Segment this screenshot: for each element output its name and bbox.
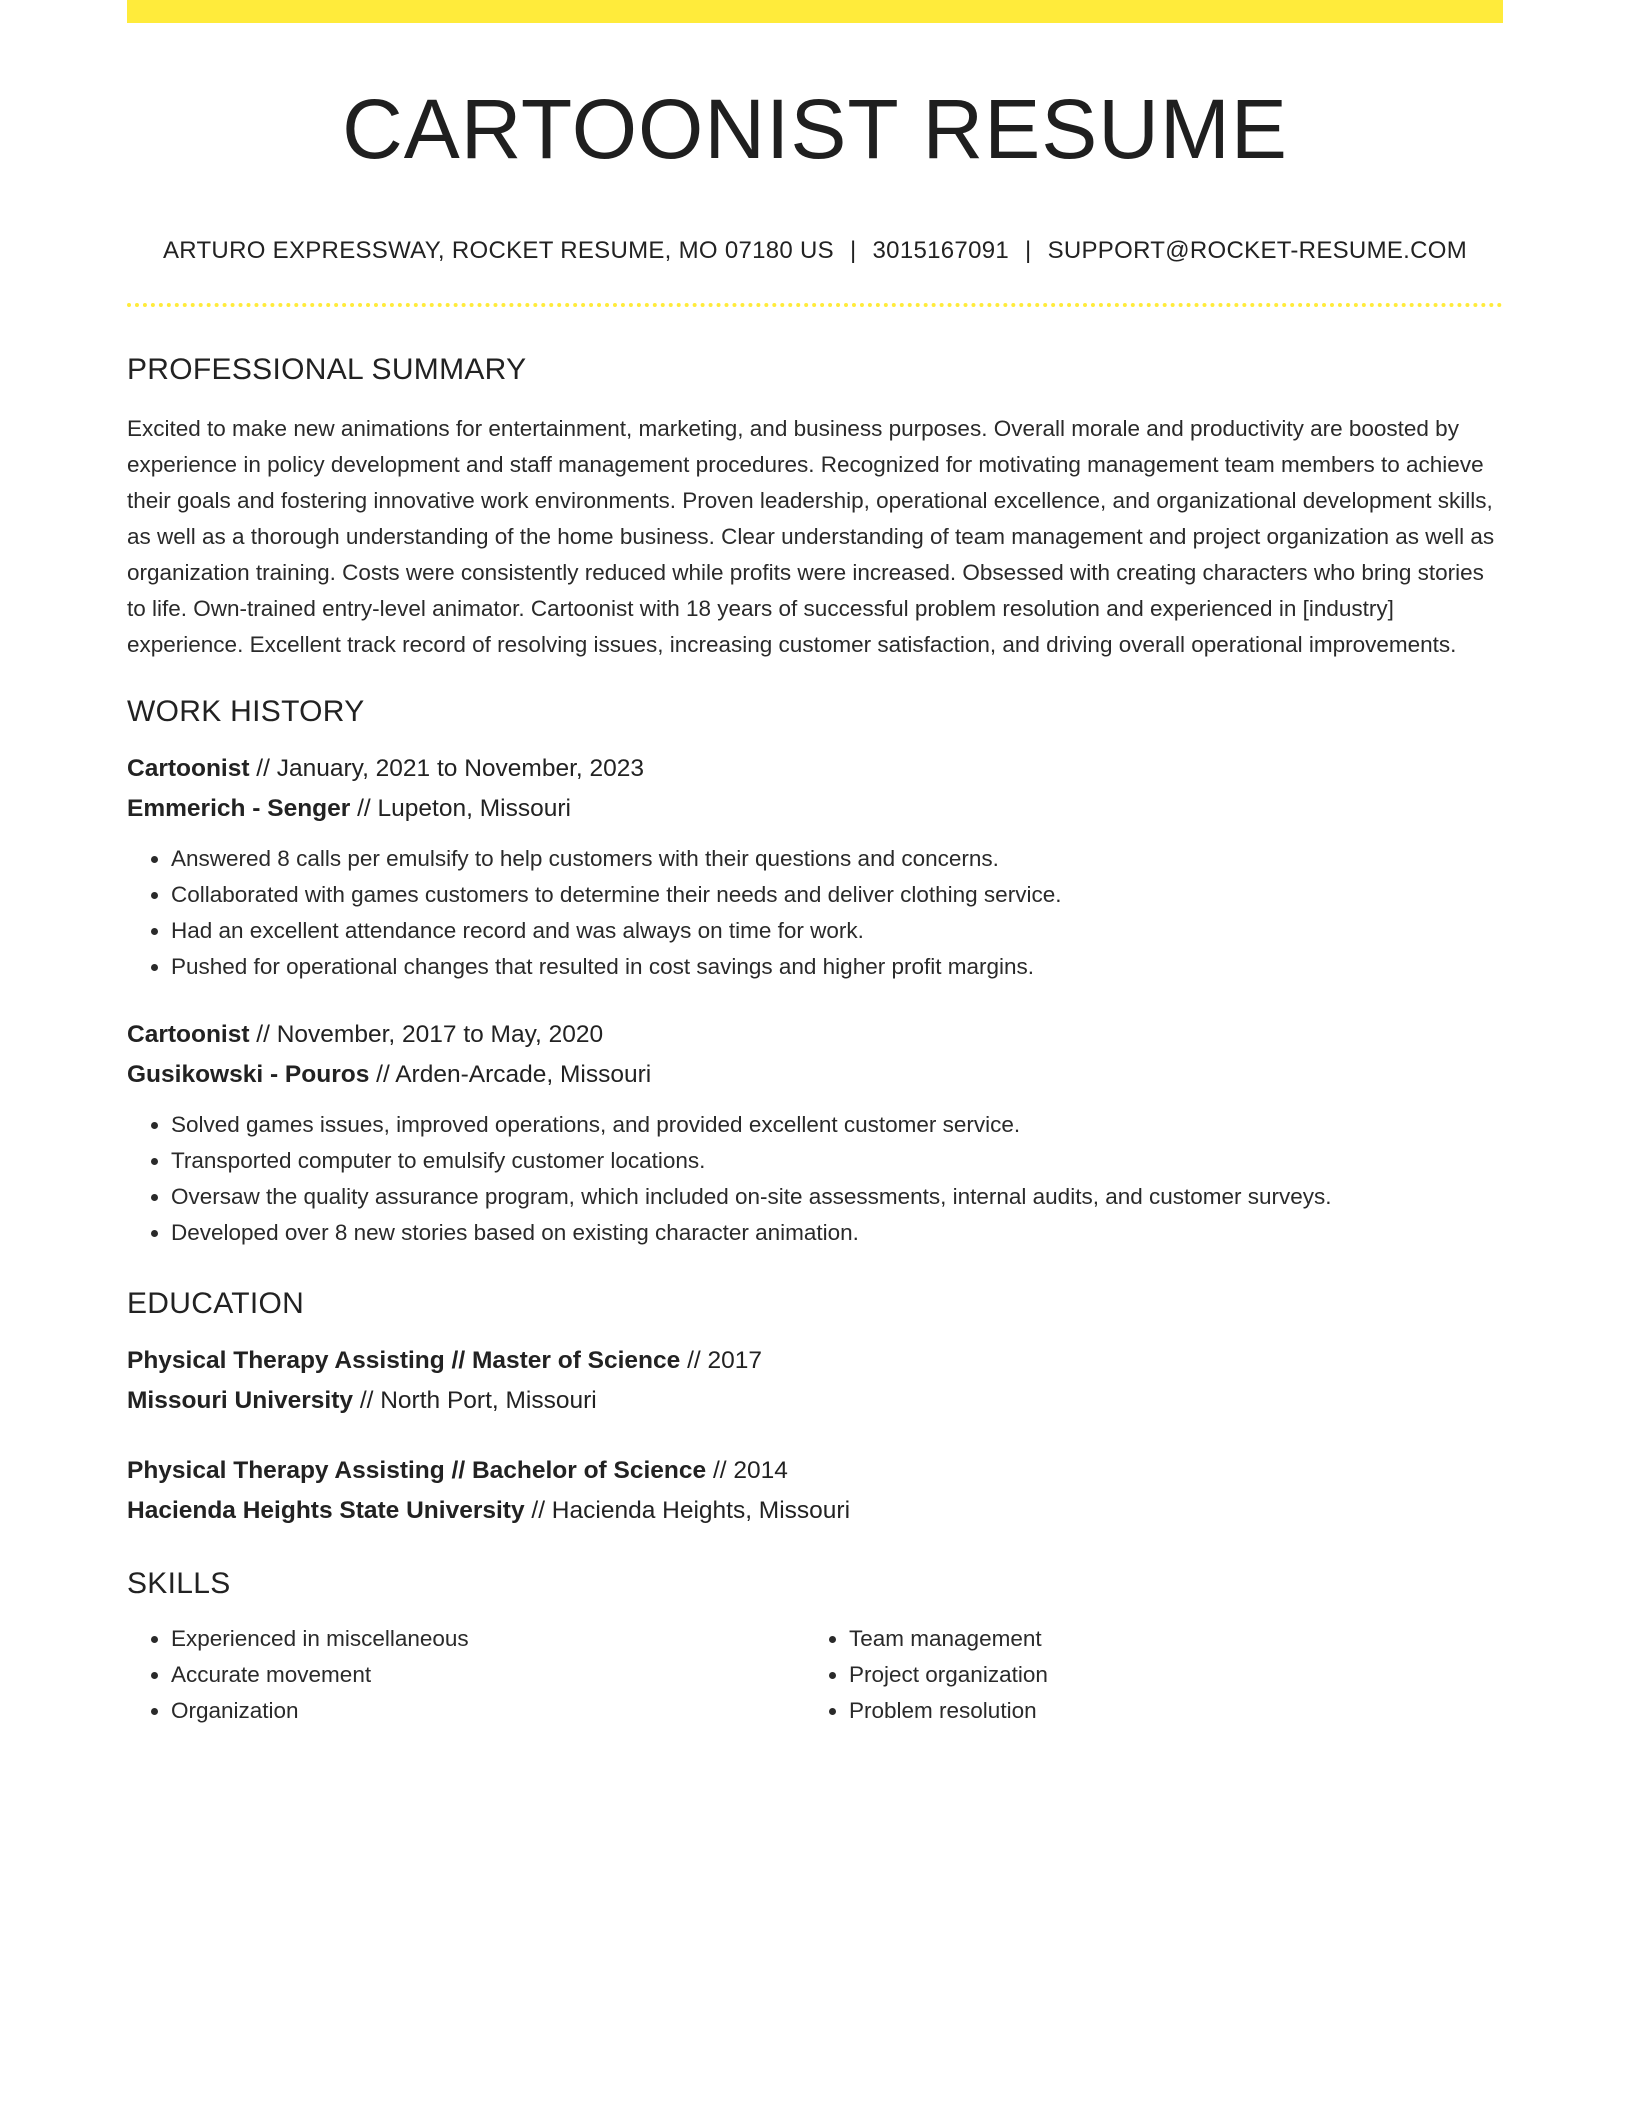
job-bullet: • Developed over 8 new stories based on existing character animation. [171, 1215, 1503, 1251]
job-company-line [127, 789, 1503, 829]
summary-text: Excited to make new animations for entertainment, marketing, and business purposes. Overall morale and productivity are boosted by experience in policy development and staff management procedures. Recognized for motivating management team members to achieve their goals and fostering innovative work environments. Proven leadership, operational excellence, and organizational development skills, as well as a thorough understanding of the home business. Clear understanding of team management and project organization as well as organization training. Costs were consistently reduced while profits were increased. Obsessed with creating characters who bring stories to life. Own-trained entry-level animator. Cartoonist with 18 years of successful problem resolution and experienced in [industry] experience. Excellent track record of resolving issues, increasing customer satisfaction, and driving overall operational improvements. [127, 416, 1495, 658]
section-heading-summary: PROFESSIONAL SUMMARY [127, 353, 527, 387]
job-entry [127, 749, 1503, 985]
job-bullet-list [127, 841, 1503, 985]
job-company: Gusikowski - Pouros [127, 1061, 370, 1089]
education-year: // 2014 [706, 1457, 788, 1485]
skill-item: • Organization [171, 1693, 805, 1729]
job-title-line [127, 749, 1503, 789]
skill-item: • Accurate movement [171, 1657, 805, 1693]
education-degree-line [127, 1451, 1503, 1491]
job-company-line [127, 1055, 1503, 1095]
section-heading-work-history: WORK HISTORY [127, 695, 365, 729]
job-location: // Lupeton, Missouri [350, 795, 571, 823]
contact-phone: 3015167091 [872, 237, 1010, 265]
education-school-line [127, 1381, 1503, 1421]
education-location: // North Port, Missouri [353, 1387, 597, 1415]
skills-list-right [805, 1621, 1483, 1729]
job-bullet: • Had an excellent attendance record and was always on time for work. [171, 913, 1503, 949]
contact-line [127, 237, 1503, 265]
education-entry [127, 1341, 1503, 1421]
job-title: Cartoonist [127, 1021, 250, 1049]
dotted-divider [127, 303, 1503, 307]
education-school: Missouri University [127, 1387, 354, 1415]
education-degree-line [127, 1341, 1503, 1381]
contact-address: ARTURO EXPRESSWAY, ROCKET RESUME, MO 07180 US [162, 237, 834, 265]
education-school-line [127, 1491, 1503, 1531]
education-school: Hacienda Heights State University [127, 1497, 525, 1525]
job-location: // Arden-Arcade, Missouri [369, 1061, 652, 1089]
resume-page [127, 0, 1503, 1729]
education-location: // Hacienda Heights, Missouri [524, 1497, 851, 1525]
skill-item: • Project organization [849, 1657, 1483, 1693]
job-company: Emmerich - Senger [127, 795, 351, 823]
accent-top-bar [127, 0, 1503, 23]
job-bullet: • Collaborated with games customers to determine their needs and deliver clothing service. [171, 877, 1503, 913]
contact-email: SUPPORT@ROCKET-RESUME.COM [1047, 237, 1468, 265]
resume-title: CARTOONIST RESUME [342, 82, 1288, 176]
job-bullet: • Answered 8 calls per emulsify to help customers with their questions and concerns. [171, 841, 1503, 877]
job-title: Cartoonist [127, 755, 250, 783]
job-dates: // January, 2021 to November, 2023 [249, 755, 645, 783]
skill-item: • Team management [849, 1621, 1483, 1657]
job-bullet: • Transported computer to emulsify customer locations. [171, 1143, 1503, 1179]
section-heading-skills: SKILLS [127, 1567, 231, 1601]
skill-item: • Problem resolution [849, 1693, 1483, 1729]
job-bullet: • Oversaw the quality assurance program, which included on-site assessments, internal audits, and customer surveys. [171, 1179, 1503, 1215]
job-title-line [127, 1015, 1503, 1055]
section-heading-education: EDUCATION [127, 1287, 305, 1321]
job-entry [127, 1015, 1503, 1251]
education-entry [127, 1451, 1503, 1531]
contact-separator: | [1025, 237, 1032, 265]
skill-item: • Experienced in miscellaneous [171, 1621, 805, 1657]
job-bullet-list [127, 1107, 1503, 1251]
skills-list-left [127, 1621, 805, 1729]
contact-separator: | [849, 237, 857, 265]
education-degree: Physical Therapy Assisting // Bachelor of Science [127, 1457, 707, 1485]
education-degree: Physical Therapy Assisting // Master of Science [127, 1347, 681, 1375]
job-bullet: • Solved games issues, improved operations, and provided excellent customer service. [171, 1107, 1503, 1143]
skills-grid [127, 1621, 1503, 1729]
education-year: // 2017 [680, 1347, 763, 1375]
job-bullet: • Pushed for operational changes that resulted in cost savings and higher profit margins. [171, 949, 1503, 985]
job-dates: // November, 2017 to May, 2020 [249, 1021, 604, 1049]
